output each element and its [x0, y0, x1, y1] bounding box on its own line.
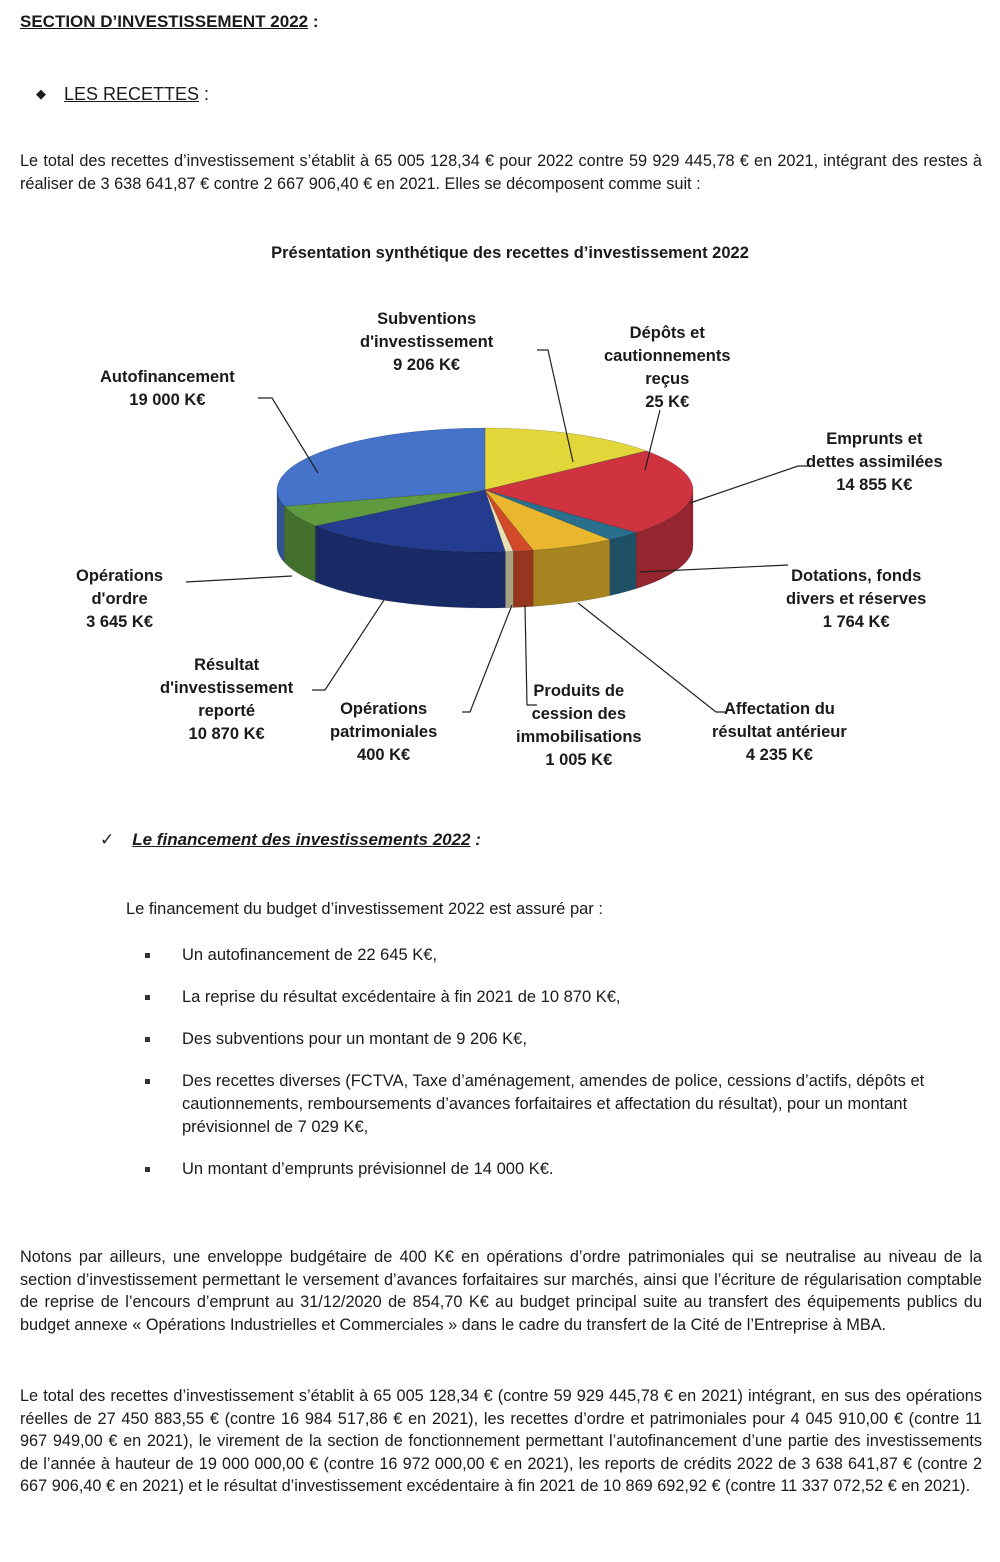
- subsection-heading: ◆ LES RECETTES :: [36, 84, 210, 104]
- label-depots: Dépôts et cautionnements reçus 25 K€: [604, 324, 731, 411]
- label-ordre: Opérations d'ordre 3 645 K€: [76, 567, 164, 631]
- label-affectation: Affectation du résultat antérieur 4 235 K€: [712, 700, 847, 764]
- financement-intro: Le financement du budget d’investissement 2022 est assuré par :: [126, 900, 603, 918]
- financement-title: Le financement des investissements 2022: [132, 830, 471, 849]
- diamond-bullet-icon: ◆: [36, 86, 46, 101]
- label-produits: Produits de cession des immobilisations 1 005 K€: [516, 682, 642, 769]
- label-patrimoniales: Opérations patrimoniales 400 K€: [330, 700, 438, 764]
- pie-side-produits-de-cession-des-immobilisations: [513, 550, 533, 607]
- paragraph-enveloppe: Notons par ailleurs, une enveloppe budgétaire de 400 K€ en opérations d’ordre patrimoniales qui se neutralise au niveau de la section d’investissement permettant le versement d’avances forfaitaires sur marchés, ainsi que l’écriture de régularisation comptable de reprise de l’encours d’emprunt au 31/12/2020 de 854,70 K€ au budget principal suite au transfert des équipements publics du budget annexe « Opérations Industrielles et Commerciales » dans le cadre du transfert de la Cité de l’Entreprise à MBA.: [20, 1248, 982, 1334]
- square-bullet-icon: [145, 1079, 150, 1084]
- chart-title: Présentation synthétique des recettes d’investissement 2022: [271, 244, 749, 262]
- financement-heading: ✓ Le financement des investissements 2022 :: [100, 830, 481, 849]
- pie-side-op-rations-patrimoniales: [505, 551, 513, 607]
- list-item: Un montant d’emprunts prévisionnel de 14 000 K€.: [142, 1158, 992, 1181]
- square-bullet-icon: [145, 1167, 150, 1172]
- list-item: La reprise du résultat excédentaire à fin 2021 de 10 870 K€,: [142, 986, 992, 1009]
- intro-paragraph: Le total des recettes d’investissement s’établit à 65 005 128,34 € pour 2022 contre 59 929 445,78 € en 2021, intégrant des restes à réaliser de 3 638 641,87 € contre 2 667 906,40 € en 2021. Elles se décomposent comme suit :: [20, 152, 982, 193]
- list-item: Des subventions pour un montant de 9 206 K€,: [142, 1028, 992, 1051]
- list-item: Un autofinancement de 22 645 K€,: [142, 944, 992, 967]
- paragraph-total: Le total des recettes d’investissement s’établit à 65 005 128,34 € (contre 59 929 445,78 € en 2021) intégrant, en sus des opérations réelles de 27 450 883,55 € (contre 16 984 517,86 € en 2021), les recettes d’ordre et patrimoniales pour 4 045 910,00 € (contre 11 967 949,00 € en 2021), le virement de la section de fonctionnement permettant l’autofinancement d’une partie des investissements de l’année à hauteur de 19 000 000,00 € (contre 16 972 000,00 € en 2021), les reports de crédits 2022 de 3 638 641,87 € (contre 2 667 906,40 € en 2021) et le résultat d’investissement excédentaire à fin 2021 de 10 869 692,92 € (contre 11 337 072,52 € en 2021).: [20, 1387, 982, 1495]
- label-autofinancement: Autofinancement 19 000 K€: [100, 368, 235, 409]
- pie-side-dotations-fonds-divers-et-r-serves: [610, 533, 636, 596]
- square-bullet-icon: [145, 1037, 150, 1042]
- leader-emprunts: [690, 466, 808, 503]
- square-bullet-icon: [145, 995, 150, 1000]
- list-item: Des recettes diverses (FCTVA, Taxe d’aménagement, amendes de police, cessions d’actifs, dépôts et cautionnements, remboursements d’avances forfaitaires et affectation du résultat), pour un montant prévisionnel de 7 029 K€,: [142, 1070, 992, 1139]
- checkmark-icon: ✓: [100, 830, 115, 849]
- section-title: SECTION D’INVESTISSEMENT 2022 :: [20, 12, 319, 31]
- square-bullet-icon: [145, 953, 150, 958]
- subsection-title: LES RECETTES: [64, 84, 200, 104]
- leader-patrimoniales: [462, 605, 512, 712]
- label-resultat: Résultat d'investissement reporté 10 870 K€: [160, 656, 294, 743]
- leader-ordre: [186, 576, 292, 582]
- label-dotations: Dotations, fonds divers et réserves 1 764 K€: [786, 567, 927, 631]
- label-subventions: Subventions d'investissement 9 206 K€: [360, 310, 494, 374]
- label-emprunts: Emprunts et dettes assimilées 14 855 K€: [806, 430, 943, 494]
- financement-list: [142, 944, 992, 1200]
- leader-resultat: [312, 600, 384, 690]
